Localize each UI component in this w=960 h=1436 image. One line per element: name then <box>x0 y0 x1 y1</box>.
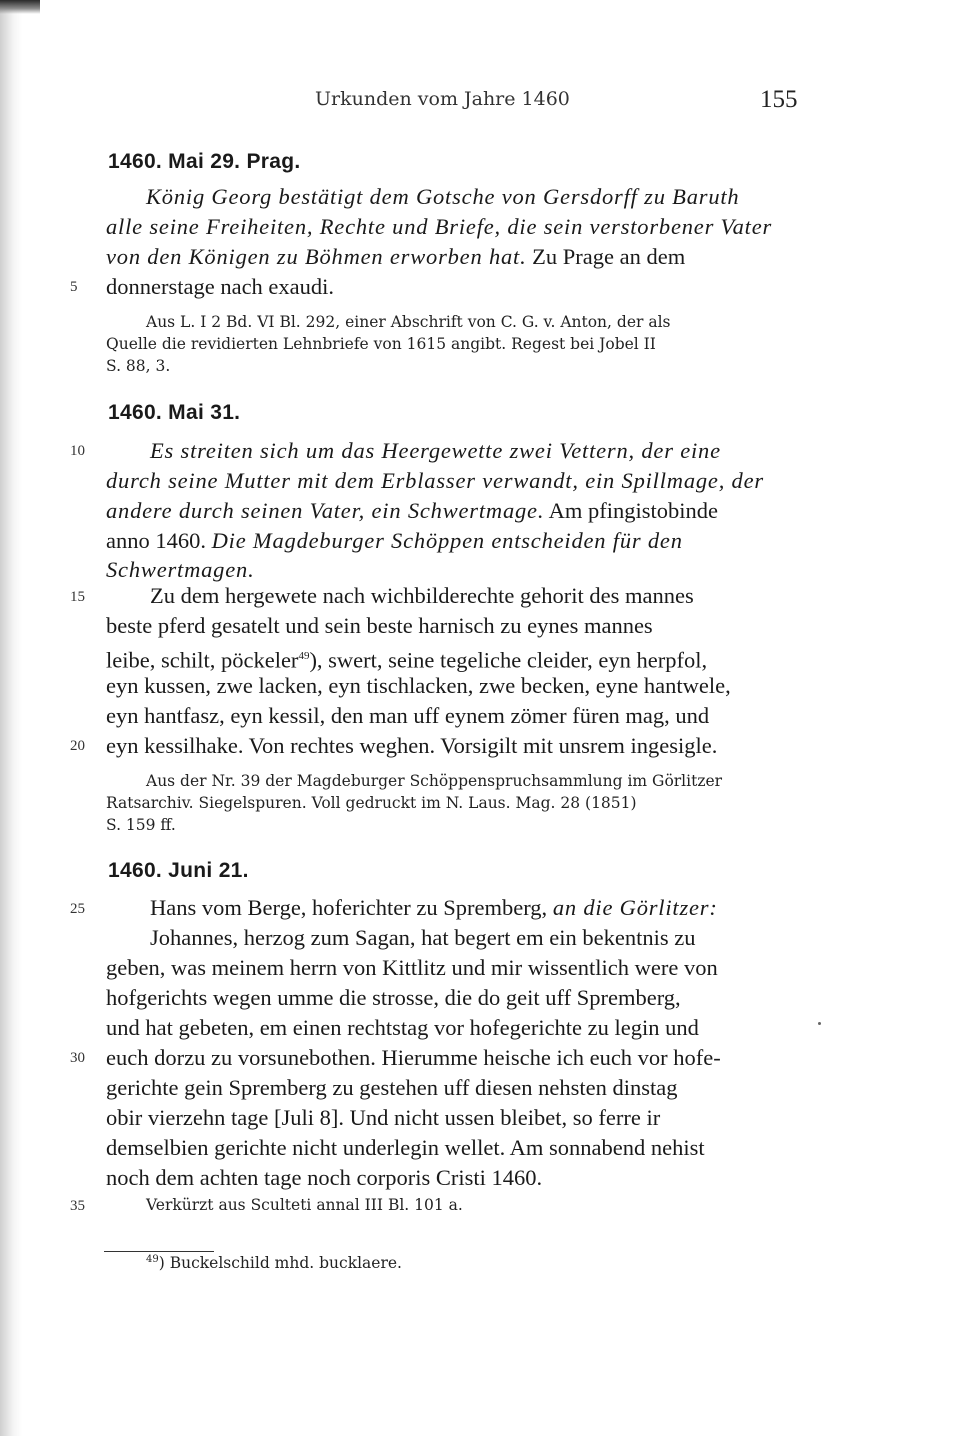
footnote-rule <box>104 1251 214 1252</box>
regest-fragment: an die Görlitzer: <box>552 895 718 920</box>
line-number: 20 <box>70 738 85 754</box>
regest-fragment: von den Königen zu Böhmen erworben hat. <box>106 244 527 269</box>
regest-line: alle seine Freiheiten, Rechte und Briefe, die sein verstorbener Vater <box>106 214 773 239</box>
document-text-line: und hat gebeten, em einen rechtstag vor hofegerichte zu legin und <box>106 1015 699 1040</box>
document-text-fragment: Zu Prage an dem <box>532 244 686 269</box>
document-text-line: gerichte gein Spremberg zu gestehen uff diesen nehsten dinstag <box>106 1075 678 1100</box>
mixed-line <box>106 242 806 272</box>
mixed-line <box>106 496 806 526</box>
source-note-line: Aus L. I 2 Bd. VI Bl. 292, einer Abschrift von C. G. v. Anton, der als <box>146 313 671 331</box>
document-text-line: hofgerichts wegen umme die strosse, die do geit uff Spremberg, <box>106 985 681 1010</box>
document-text-line: geben, was meinem herrn von Kittlitz und mir wissentlich were von <box>106 955 718 980</box>
document-text-fragment: anno 1460. <box>106 528 206 553</box>
page-number: 155 <box>760 86 798 113</box>
entry-date: 1460. Mai 31. <box>108 401 241 424</box>
mixed-line <box>106 526 806 556</box>
regest-fragment: andere durch seinen Vater, ein Schwertmage. <box>106 498 545 523</box>
source-note-line: Quelle die revidierten Lehnbriefe von 1615 angibt. Regest bei Jobel II <box>106 335 656 353</box>
scan-speck <box>818 1022 821 1025</box>
document-text-line: obir vierzehn tage [Juli 8]. Und nicht ussen bleibet, so ferre ir <box>106 1105 661 1130</box>
entry-date: 1460. Juni 21. <box>108 859 249 882</box>
document-text-fragment: leibe, schilt, pöckeler <box>106 647 299 673</box>
document-text-fragment: Am pfingistobinde <box>548 498 719 523</box>
regest-line: Schwertmagen. <box>106 557 255 582</box>
document-text-line: eyn kessilhake. Von rechtes weghen. Vorsigilt mit unsrem ingesigle. <box>106 733 718 758</box>
regest-line: durch seine Mutter mit dem Erblasser verwandt, ein Spillmage, der <box>106 468 764 493</box>
source-note-line: Aus der Nr. 39 der Magdeburger Schöppenspruchsammlung im Görlitzer <box>146 772 723 790</box>
line-number: 30 <box>70 1050 85 1066</box>
footnote-reference: 49 <box>298 650 310 662</box>
regest-fragment: Die Magdeburger Schöppen entscheiden für den <box>211 528 683 553</box>
line-number: 10 <box>70 443 85 459</box>
entry-date: 1460. Mai 29. Prag. <box>108 150 301 173</box>
line-number: 15 <box>70 589 85 605</box>
document-text-fragment: Hans vom Berge, hoferichter zu Spremberg, <box>150 895 548 920</box>
regest-line: Es streiten sich um das Heergewette zwei Vettern, der eine <box>150 438 721 463</box>
running-head: Urkunden vom Jahre 1460 <box>315 88 570 110</box>
document-text-fragment: ), swert, seine tegeliche cleider, eyn herpfol, <box>309 647 708 673</box>
document-text-line: euch dorzu zu vorsunebothen. Hierumme heische ich euch vor hofe- <box>106 1045 721 1070</box>
line-number: 5 <box>70 279 78 295</box>
document-text-line: donnerstage nach exaudi. <box>106 274 335 299</box>
document-text-line: eyn kussen, zwe lacken, eyn tischlacken, zwe becken, eyne hantwele, <box>106 673 731 698</box>
source-note-line: Ratsarchiv. Siegelspuren. Voll gedruckt im N. Laus. Mag. 28 (1851) <box>106 794 637 812</box>
document-text-line: demselbien gerichte nicht underlegin wellet. Am sonnabend nehist <box>106 1135 705 1160</box>
regest-line: König Georg bestätigt dem Gotsche von Gersdorff zu Baruth <box>146 184 740 209</box>
footnote-text: ) Buckelschild mhd. bucklaere. <box>158 1254 402 1272</box>
source-note-line: Verkürzt aus Sculteti annal III Bl. 101 a. <box>146 1196 463 1214</box>
document-text-line: noch dem achten tage noch corporis Cristi 1460. <box>106 1165 543 1190</box>
line-number: 25 <box>70 901 85 917</box>
document-text-line: eyn hantfasz, eyn kessil, den man uff eynem zömer füren mag, und <box>106 703 710 728</box>
document-text-line: Zu dem hergewete nach wichbilderechte gehorit des mannes <box>150 583 694 608</box>
source-note-line: S. 88, 3. <box>106 357 171 375</box>
source-note-line: S. 159 ff. <box>106 816 176 834</box>
footnote-number: 49 <box>146 1254 159 1265</box>
line-number: 35 <box>70 1198 85 1214</box>
mixed-line <box>150 893 796 923</box>
footnote <box>146 1254 402 1272</box>
document-text-line: Johannes, herzog zum Sagan, hat begert em ein bekentnis zu <box>150 925 696 950</box>
document-text-line: beste pferd gesatelt und sein beste harnisch zu eynes mannes <box>106 613 653 638</box>
